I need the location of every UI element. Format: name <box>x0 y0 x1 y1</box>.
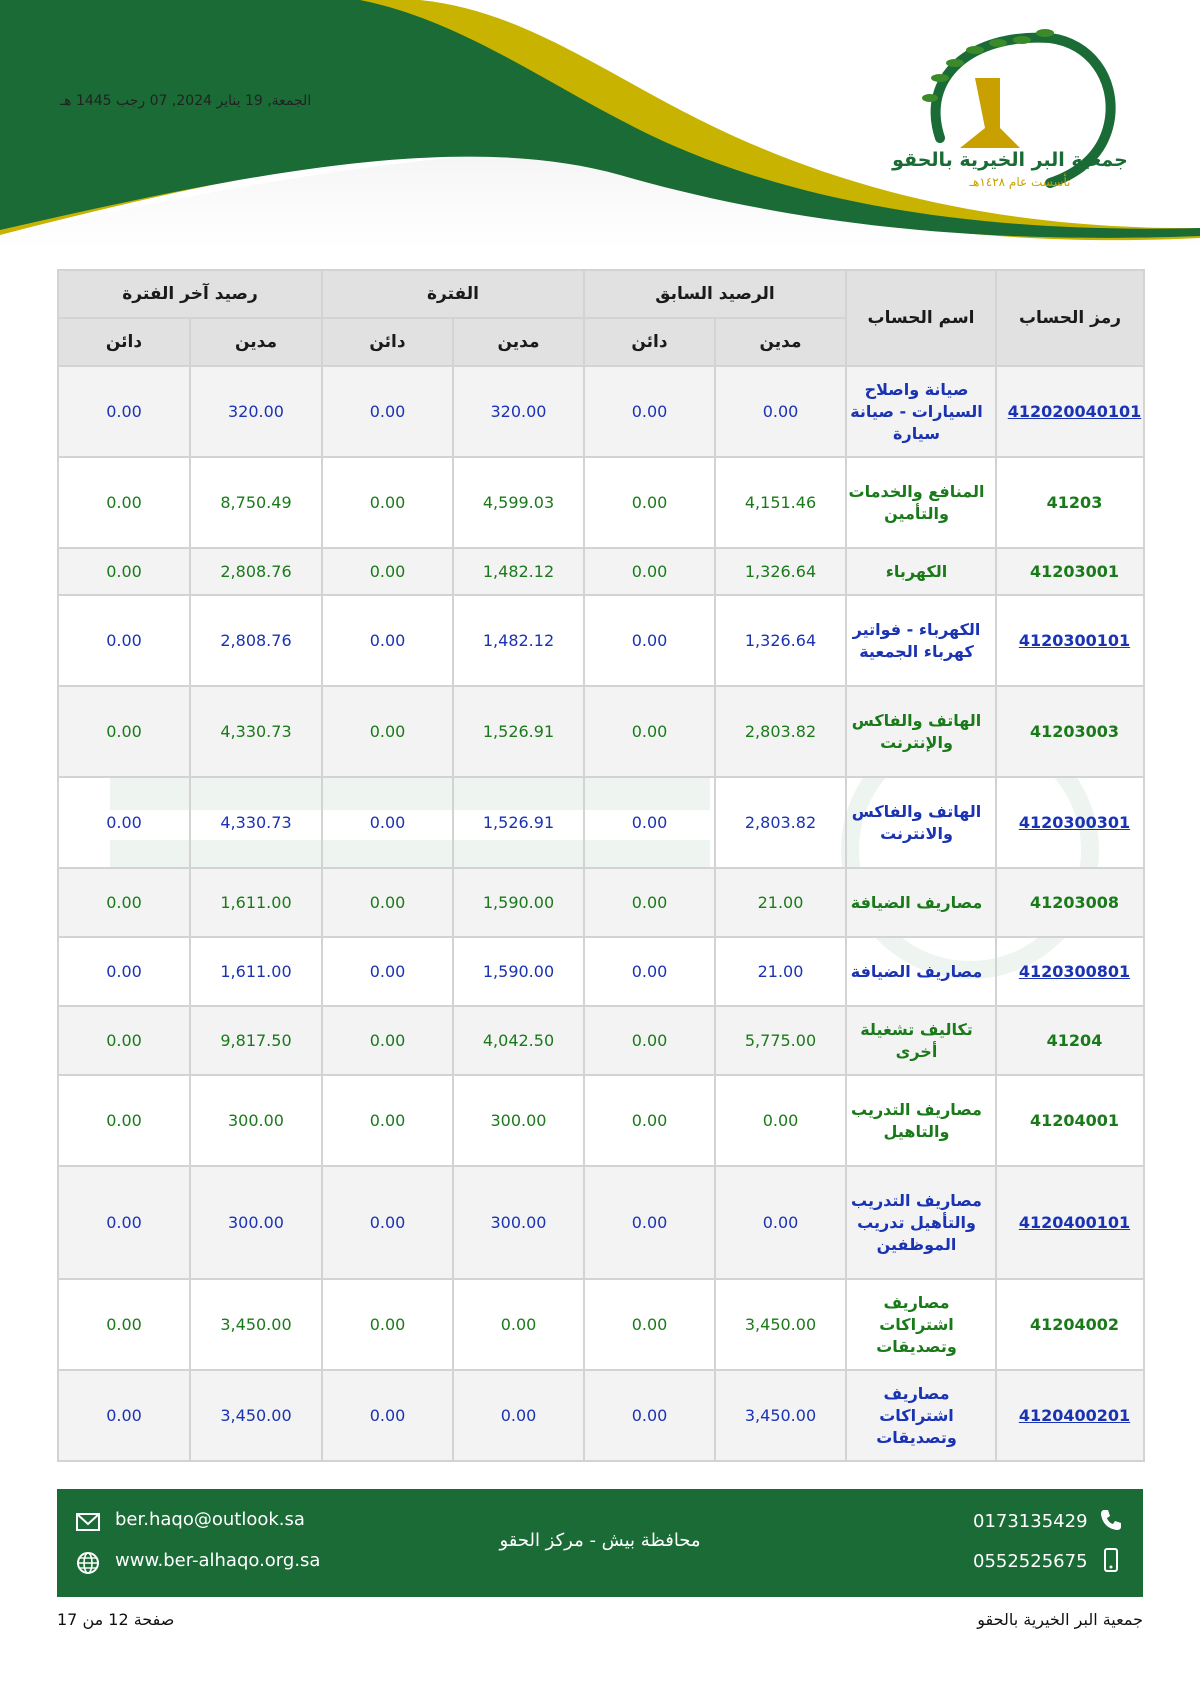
prev-credit-cell: 0.00 <box>584 595 715 686</box>
account-code: 41203001 <box>1029 562 1120 581</box>
report-date: الجمعة, 19 يناير 2024, 07 رجب 1445 هـ <box>60 93 312 109</box>
period-debit-cell: 320.00 <box>453 366 584 457</box>
end-credit-cell: 0.00 <box>58 1075 190 1166</box>
account-name-cell: الكهرباء <box>846 548 996 595</box>
account-code-cell <box>996 868 1144 937</box>
account-code-cell <box>996 548 1144 595</box>
account-code-cell <box>996 457 1144 548</box>
end-debit-cell: 2,808.76 <box>190 595 322 686</box>
end-debit-cell: 320.00 <box>190 366 322 457</box>
account-name-cell: مصاريف الضيافة <box>846 868 996 937</box>
prev-debit-cell: 0.00 <box>715 1075 846 1166</box>
prev-debit-cell: 21.00 <box>715 868 846 937</box>
account-name-cell: تكاليف تشغيلة أخرى <box>846 1006 996 1075</box>
period-debit-cell: 1,526.91 <box>453 777 584 868</box>
period-credit-cell: 0.00 <box>322 1006 453 1075</box>
account-name-cell: الكهرباء - فواتير كهرباء الجمعية <box>846 595 996 686</box>
period-credit-cell: 0.00 <box>322 777 453 868</box>
account-code-cell[interactable] <box>996 1370 1144 1461</box>
prev-credit-cell: 0.00 <box>584 868 715 937</box>
period-credit-cell: 0.00 <box>322 868 453 937</box>
end-debit-cell: 4,330.73 <box>190 777 322 868</box>
end-credit-cell: 0.00 <box>58 777 190 868</box>
end-credit-cell: 0.00 <box>58 868 190 937</box>
prev-debit-cell: 21.00 <box>715 937 846 1006</box>
account-code: 41203003 <box>1029 722 1120 741</box>
period-debit-cell: 300.00 <box>453 1166 584 1279</box>
mobile-icon <box>1098 1547 1124 1573</box>
prev-debit-cell: 1,326.64 <box>715 595 846 686</box>
footer-phone[interactable]: 0173135429 <box>973 1511 1088 1532</box>
end-debit-cell: 1,611.00 <box>190 937 322 1006</box>
header-prev-debit: مدين <box>715 318 846 366</box>
account-code-cell[interactable] <box>996 777 1144 868</box>
end-debit-cell: 3,450.00 <box>190 1370 322 1461</box>
account-code-link[interactable]: 412020040101 <box>1007 402 1142 421</box>
prev-debit-cell: 5,775.00 <box>715 1006 846 1075</box>
account-code-cell[interactable] <box>996 937 1144 1006</box>
table-row <box>58 366 1144 457</box>
period-credit-cell: 0.00 <box>322 1075 453 1166</box>
prev-credit-cell: 0.00 <box>584 1279 715 1370</box>
period-credit-cell: 0.00 <box>322 937 453 1006</box>
header-end-balance: رصيد آخر الفترة <box>58 270 322 318</box>
logo-subtext: تأسست عام ١٤٢٨هـ <box>969 175 1071 189</box>
account-code-cell <box>996 1279 1144 1370</box>
account-code-cell[interactable] <box>996 366 1144 457</box>
footer-address: محافظة بيش - مركز الحقو <box>499 1530 701 1551</box>
end-credit-cell: 0.00 <box>58 1279 190 1370</box>
prev-credit-cell: 0.00 <box>584 686 715 777</box>
account-name-cell: صيانة واصلاح السيارات - صيانة سيارة <box>846 366 996 457</box>
phone-icon <box>1098 1507 1124 1533</box>
header-period-debit: مدين <box>453 318 584 366</box>
prev-credit-cell: 0.00 <box>584 937 715 1006</box>
end-credit-cell: 0.00 <box>58 366 190 457</box>
page-number: صفحة 12 من 17 <box>57 1610 175 1629</box>
end-debit-cell: 4,330.73 <box>190 686 322 777</box>
header-end-credit: دائن <box>58 318 190 366</box>
account-name-cell: المنافع والخدمات والتأمين <box>846 457 996 548</box>
table-row <box>58 1075 1144 1166</box>
prev-credit-cell: 0.00 <box>584 366 715 457</box>
period-debit-cell: 1,590.00 <box>453 937 584 1006</box>
logo-name-text: جمعية البر الخيرية بالحقو <box>892 149 1128 171</box>
prev-debit-cell: 0.00 <box>715 1166 846 1279</box>
account-code-cell <box>996 1075 1144 1166</box>
account-code-link[interactable]: 4120300301 <box>1018 813 1131 832</box>
end-credit-cell: 0.00 <box>58 457 190 548</box>
account-code: 41204 <box>1046 1031 1103 1050</box>
prev-debit-cell: 2,803.82 <box>715 777 846 868</box>
end-debit-cell: 1,611.00 <box>190 868 322 937</box>
table-row <box>58 686 1144 777</box>
contact-footer <box>57 1489 1143 1597</box>
period-credit-cell: 0.00 <box>322 366 453 457</box>
account-name-cell: مصاريف اشتراكات وتصديقات <box>846 1370 996 1461</box>
prev-credit-cell: 0.00 <box>584 777 715 868</box>
end-debit-cell: 300.00 <box>190 1075 322 1166</box>
prev-credit-cell: 0.00 <box>584 548 715 595</box>
table-row <box>58 1166 1144 1279</box>
mail-icon <box>75 1509 101 1535</box>
account-code: 41204001 <box>1029 1111 1120 1130</box>
table-row <box>58 937 1144 1006</box>
period-debit-cell: 1,482.12 <box>453 548 584 595</box>
header-prev-balance: الرصيد السابق <box>584 270 846 318</box>
account-name-cell: الهاتف والفاكس والانترنت <box>846 777 996 868</box>
prev-debit-cell: 4,151.46 <box>715 457 846 548</box>
prev-debit-cell: 3,450.00 <box>715 1279 846 1370</box>
header-period: الفترة <box>322 270 584 318</box>
account-name-cell: مصاريف اشتراكات وتصديقات <box>846 1279 996 1370</box>
period-debit-cell: 0.00 <box>453 1370 584 1461</box>
prev-credit-cell: 0.00 <box>584 1166 715 1279</box>
account-code-cell <box>996 686 1144 777</box>
period-debit-cell: 1,590.00 <box>453 868 584 937</box>
account-code-cell[interactable] <box>996 595 1144 686</box>
header-prev-credit: دائن <box>584 318 715 366</box>
account-code: 41204002 <box>1029 1315 1120 1334</box>
account-code-link[interactable]: 4120400101 <box>1018 1213 1131 1232</box>
period-credit-cell: 0.00 <box>322 1166 453 1279</box>
account-code: 41203 <box>1046 493 1103 512</box>
end-debit-cell: 8,750.49 <box>190 457 322 548</box>
prev-debit-cell: 0.00 <box>715 366 846 457</box>
header-end-debit: مدين <box>190 318 322 366</box>
table-row <box>58 457 1144 548</box>
period-credit-cell: 0.00 <box>322 548 453 595</box>
prev-debit-cell: 1,326.64 <box>715 548 846 595</box>
footer-email[interactable]: ber.haqo@outlook.sa <box>115 1509 305 1530</box>
table-row <box>58 868 1144 937</box>
period-debit-cell: 1,526.91 <box>453 686 584 777</box>
account-code-link[interactable]: 4120300801 <box>1018 962 1131 981</box>
end-credit-cell: 0.00 <box>58 937 190 1006</box>
period-credit-cell: 0.00 <box>322 457 453 548</box>
end-credit-cell: 0.00 <box>58 548 190 595</box>
account-code-link[interactable]: 4120400201 <box>1018 1406 1131 1425</box>
account-name-cell: مصاريف التدريب والتأهيل تدريب الموظفين <box>846 1166 996 1279</box>
period-credit-cell: 0.00 <box>322 1279 453 1370</box>
footer-website[interactable]: www.ber-alhaqo.org.sa <box>115 1550 321 1571</box>
end-credit-cell: 0.00 <box>58 1166 190 1279</box>
end-credit-cell: 0.00 <box>58 686 190 777</box>
account-code-cell[interactable] <box>996 1166 1144 1279</box>
end-credit-cell: 0.00 <box>58 1006 190 1075</box>
period-debit-cell: 4,599.03 <box>453 457 584 548</box>
organization-logo <box>880 18 1140 193</box>
table-row <box>58 1370 1144 1461</box>
account-code: 41203008 <box>1029 893 1120 912</box>
prev-credit-cell: 0.00 <box>584 1370 715 1461</box>
end-credit-cell: 0.00 <box>58 595 190 686</box>
prev-credit-cell: 0.00 <box>584 457 715 548</box>
account-balance-table <box>57 269 1145 1462</box>
prev-credit-cell: 0.00 <box>584 1075 715 1166</box>
end-debit-cell: 2,808.76 <box>190 548 322 595</box>
table-row <box>58 595 1144 686</box>
account-name-cell: مصاريف التدريب والتاهيل <box>846 1075 996 1166</box>
period-debit-cell: 300.00 <box>453 1075 584 1166</box>
globe-icon <box>75 1550 101 1576</box>
prev-debit-cell: 2,803.82 <box>715 686 846 777</box>
table-row <box>58 777 1144 868</box>
header-account-code: رمز الحساب <box>996 270 1144 366</box>
account-code-cell <box>996 1006 1144 1075</box>
header-account-name: اسم الحساب <box>846 270 996 366</box>
period-debit-cell: 0.00 <box>453 1279 584 1370</box>
end-debit-cell: 300.00 <box>190 1166 322 1279</box>
table-row <box>58 548 1144 595</box>
period-credit-cell: 0.00 <box>322 1370 453 1461</box>
prev-debit-cell: 3,450.00 <box>715 1370 846 1461</box>
table-row <box>58 1006 1144 1075</box>
account-name-cell: الهاتف والفاكس والإنترنت <box>846 686 996 777</box>
period-credit-cell: 0.00 <box>322 595 453 686</box>
period-debit-cell: 1,482.12 <box>453 595 584 686</box>
footer-org-name: جمعية البر الخيرية بالحقو <box>977 1610 1143 1629</box>
end-debit-cell: 3,450.00 <box>190 1279 322 1370</box>
table-row <box>58 1279 1144 1370</box>
header-period-credit: دائن <box>322 318 453 366</box>
account-code-link[interactable]: 4120300101 <box>1018 631 1131 650</box>
period-debit-cell: 4,042.50 <box>453 1006 584 1075</box>
end-credit-cell: 0.00 <box>58 1370 190 1461</box>
period-credit-cell: 0.00 <box>322 686 453 777</box>
account-name-cell: مصاريف الضيافة <box>846 937 996 1006</box>
end-debit-cell: 9,817.50 <box>190 1006 322 1075</box>
prev-credit-cell: 0.00 <box>584 1006 715 1075</box>
footer-mobile[interactable]: 0552525675 <box>973 1551 1088 1572</box>
